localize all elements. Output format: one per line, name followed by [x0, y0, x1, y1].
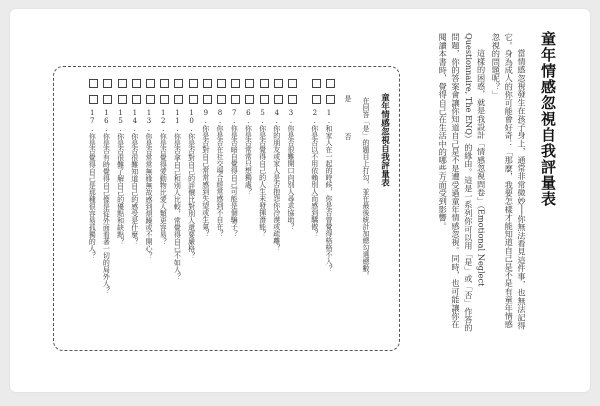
answer-boxes — [203, 79, 212, 111]
question-text: 13.你是否常常無緣無故感到煩躁或不開心？ — [145, 109, 153, 259]
question-text: 15.你是否很難了解自己的優點和缺點？ — [116, 109, 125, 245]
question-text: 11.你是否拿自己和別人比較，常覺得自己不如人？ — [173, 109, 182, 280]
no-checkbox[interactable] — [326, 95, 335, 104]
answer-boxes — [103, 79, 112, 111]
header-yes-label: 是 — [344, 95, 352, 102]
question-text: 17.你是否覺得自己是那種很容易孤獨的人？ — [88, 109, 97, 259]
no-checkbox[interactable] — [189, 95, 198, 104]
no-checkbox[interactable] — [132, 95, 141, 104]
no-checkbox[interactable] — [217, 95, 226, 104]
answer-boxes — [89, 79, 98, 111]
questionnaire-instruction: 在回答「是」的題目上打勾，並在最後統計加總勾選總數。 — [362, 97, 370, 279]
question-text: 1.和家人在一起的時候，你是否曾覺得格格不入？ — [325, 109, 333, 272]
answer-boxes — [312, 79, 321, 111]
yes-checkbox[interactable] — [146, 79, 155, 88]
no-checkbox[interactable] — [245, 95, 254, 104]
answer-boxes — [326, 79, 335, 111]
question-text: 7.你是否暗自覺得自己可能是個騙子？ — [230, 109, 239, 237]
no-checkbox[interactable] — [312, 95, 321, 104]
intro-paragraph: 當情感忽視發生在孩子身上，通常非常微妙──你無法看見這件事，也無法記得它。身為成人的你可能會好奇：「那麼，我要怎樣才能知道自己是不是有童年情感忽視的問題呢？」 — [491, 33, 527, 330]
answer-boxes — [174, 79, 183, 111]
page-title: 童年情感忽視自我評量表 — [539, 31, 557, 207]
question-text: 16.你是否有時覺得自己像是從外面看著一切的局外人？ — [102, 109, 111, 294]
yes-checkbox[interactable] — [231, 79, 240, 88]
question-text: 8.你是否在社交場合經常感到不自在？ — [216, 109, 224, 237]
no-checkbox[interactable] — [174, 95, 183, 104]
yes-checkbox[interactable] — [160, 79, 169, 88]
questionnaire-title: 童年情感忽視自我評量表 — [379, 93, 390, 187]
question-text: 9.你是否對自己常常感到失望或生氣？ — [201, 109, 210, 237]
answer-boxes — [189, 79, 198, 111]
answer-boxes — [274, 79, 283, 111]
yes-checkbox[interactable] — [103, 79, 112, 88]
question-text: 10.你是否對自己的評價比對別人還要嚴格？ — [187, 109, 196, 259]
question-text: 14.你是否很難知道自己的感受是什麼？ — [130, 109, 139, 245]
yes-checkbox[interactable] — [288, 79, 297, 88]
no-checkbox[interactable] — [260, 95, 269, 104]
yes-checkbox[interactable] — [274, 79, 283, 88]
intro-paragraph: 這樣的困惑，就是我設計「情感忽視問卷」（Emotional Neglect Questionnaire, The ENQ）的緣由。這是一系列你可以用「是」或「否」作答的問題，你的答案會讓你知道自己是不是遭受過童年情感忽視。同時，也可能讓你在閱讀本書時，覺得自己在生活中的哪些方面受到影響。 — [438, 33, 487, 332]
yes-checkbox[interactable] — [174, 79, 183, 88]
answer-boxes — [217, 79, 226, 111]
no-checkbox[interactable] — [89, 95, 98, 104]
no-checkbox[interactable] — [146, 95, 155, 104]
no-checkbox[interactable] — [231, 95, 240, 104]
question-text: 5.你是否覺得自己的人生未發揮潛能？ — [258, 109, 267, 237]
yes-checkbox[interactable] — [203, 79, 212, 88]
answer-boxes — [288, 79, 297, 111]
answer-boxes — [231, 79, 240, 111]
yes-checkbox[interactable] — [312, 79, 321, 88]
no-checkbox[interactable] — [118, 95, 127, 104]
yes-checkbox[interactable] — [89, 79, 98, 88]
yes-checkbox[interactable] — [132, 79, 141, 88]
answer-boxes — [160, 79, 169, 111]
question-text: 3.你是否很難開口向別人尋求協助？ — [287, 109, 295, 230]
questionnaire-box — [53, 66, 400, 351]
yes-checkbox[interactable] — [260, 79, 269, 88]
answer-boxes — [245, 79, 254, 111]
answer-boxes — [118, 79, 127, 111]
no-checkbox[interactable] — [274, 95, 283, 104]
header-no-label: 否 — [344, 133, 352, 140]
question-text: 6.你是否常常只想獨處？ — [244, 109, 253, 195]
yes-checkbox[interactable] — [189, 79, 198, 88]
yes-checkbox[interactable] — [217, 79, 226, 88]
yes-checkbox[interactable] — [245, 79, 254, 88]
question-text: 4.你的朋友或家人是否抱怨你冷漠或疏離？ — [272, 109, 281, 251]
answer-boxes — [132, 79, 141, 111]
yes-checkbox[interactable] — [118, 79, 127, 88]
intro-text — [434, 33, 528, 333]
answer-boxes — [260, 79, 269, 111]
no-checkbox[interactable] — [103, 95, 112, 104]
question-text: 2.你是否以不用依賴別人而感到驕傲？ — [310, 109, 319, 237]
no-checkbox[interactable] — [160, 95, 169, 104]
book-page — [10, 9, 590, 392]
answer-boxes — [146, 79, 155, 111]
no-checkbox[interactable] — [203, 95, 212, 104]
question-text: 12.你是否覺得愛動物比愛人類更容易？ — [159, 109, 168, 245]
yes-checkbox[interactable] — [326, 79, 335, 88]
no-checkbox[interactable] — [288, 95, 297, 104]
